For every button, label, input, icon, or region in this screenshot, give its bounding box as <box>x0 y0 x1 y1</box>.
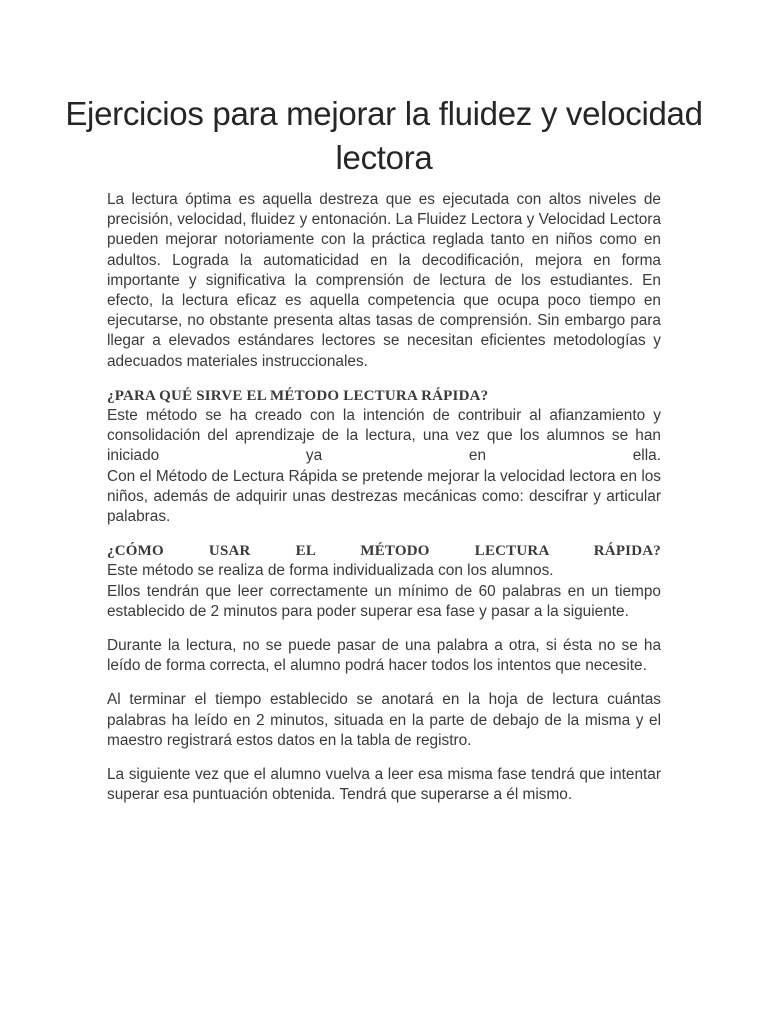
section-paragraph: Este método se ha creado con la intención de contribuir al afianzamiento y consolidación del aprendizaje de la lectura, una vez que los alumnos se han iniciado ya en ella. <box>107 407 661 465</box>
body-paragraph: Al terminar el tiempo establecido se anotará en la hoja de lectura cuántas palabras ha leído en 2 minutos, situada en la parte de debajo de la misma y el maestro registrará estos datos en la tabla de registro. <box>107 691 661 749</box>
section-heading: ¿CÓMO USAR EL MÉTODO LECTURA RÁPIDA? <box>107 543 661 560</box>
intro-paragraph: La lectura óptima es aquella destreza que es ejecutada con altos niveles de precisión, velocidad, fluidez y entonación. La Fluidez Lectora y Velocidad Lectora pueden mejorar notoriamente con la práctica reglada tanto en niños como en adultos. Lograda la automaticidad en la decodificación, mejora en forma importante y significativa la comprensión de lectura de los estudiantes. En efecto, la lectura eficaz es aquella competencia que ocupa poco tiempo en ejecutarse, no obstante presenta altas tasas de comprensión. Sin embargo para llegar a elevados estándares lectores se necesitan eficientes metodologías y adecuados materiales instruccionales. <box>107 191 661 370</box>
section-heading: ¿PARA QUÉ SIRVE EL MÉTODO LECTURA RÁPIDA? <box>107 387 489 404</box>
section-paragraph: Ellos tendrán que leer correctamente un mínimo de 60 palabras en un tiempo establecido de 2 minutos para poder superar esa fase y pasar a la siguiente. <box>107 582 661 620</box>
body-paragraph: La siguiente vez que el alumno vuelva a leer esa misma fase tendrá que intentar superar esa puntuación obtenida. Tendrá que superarse a él mismo. <box>107 766 661 804</box>
section-paragraph: Con el Método de Lectura Rápida se pretende mejorar la velocidad lectora en los niños, además de adquirir unas destrezas mecánicas como: descifrar y articular palabras. <box>107 467 661 526</box>
section-purpose <box>107 386 661 527</box>
section-paragraph: Este método se realiza de forma individualizada con los alumnos. <box>107 562 554 580</box>
body-paragraph: Durante la lectura, no se puede pasar de una palabra a otra, si ésta no se ha leído de forma correcta, el alumno podrá hacer todos los intentos que necesite. <box>107 637 661 675</box>
document-title: Ejercicios para mejorar la fluidez y velocidad lectora <box>65 95 703 176</box>
document-body <box>107 190 661 815</box>
section-usage <box>107 541 661 622</box>
